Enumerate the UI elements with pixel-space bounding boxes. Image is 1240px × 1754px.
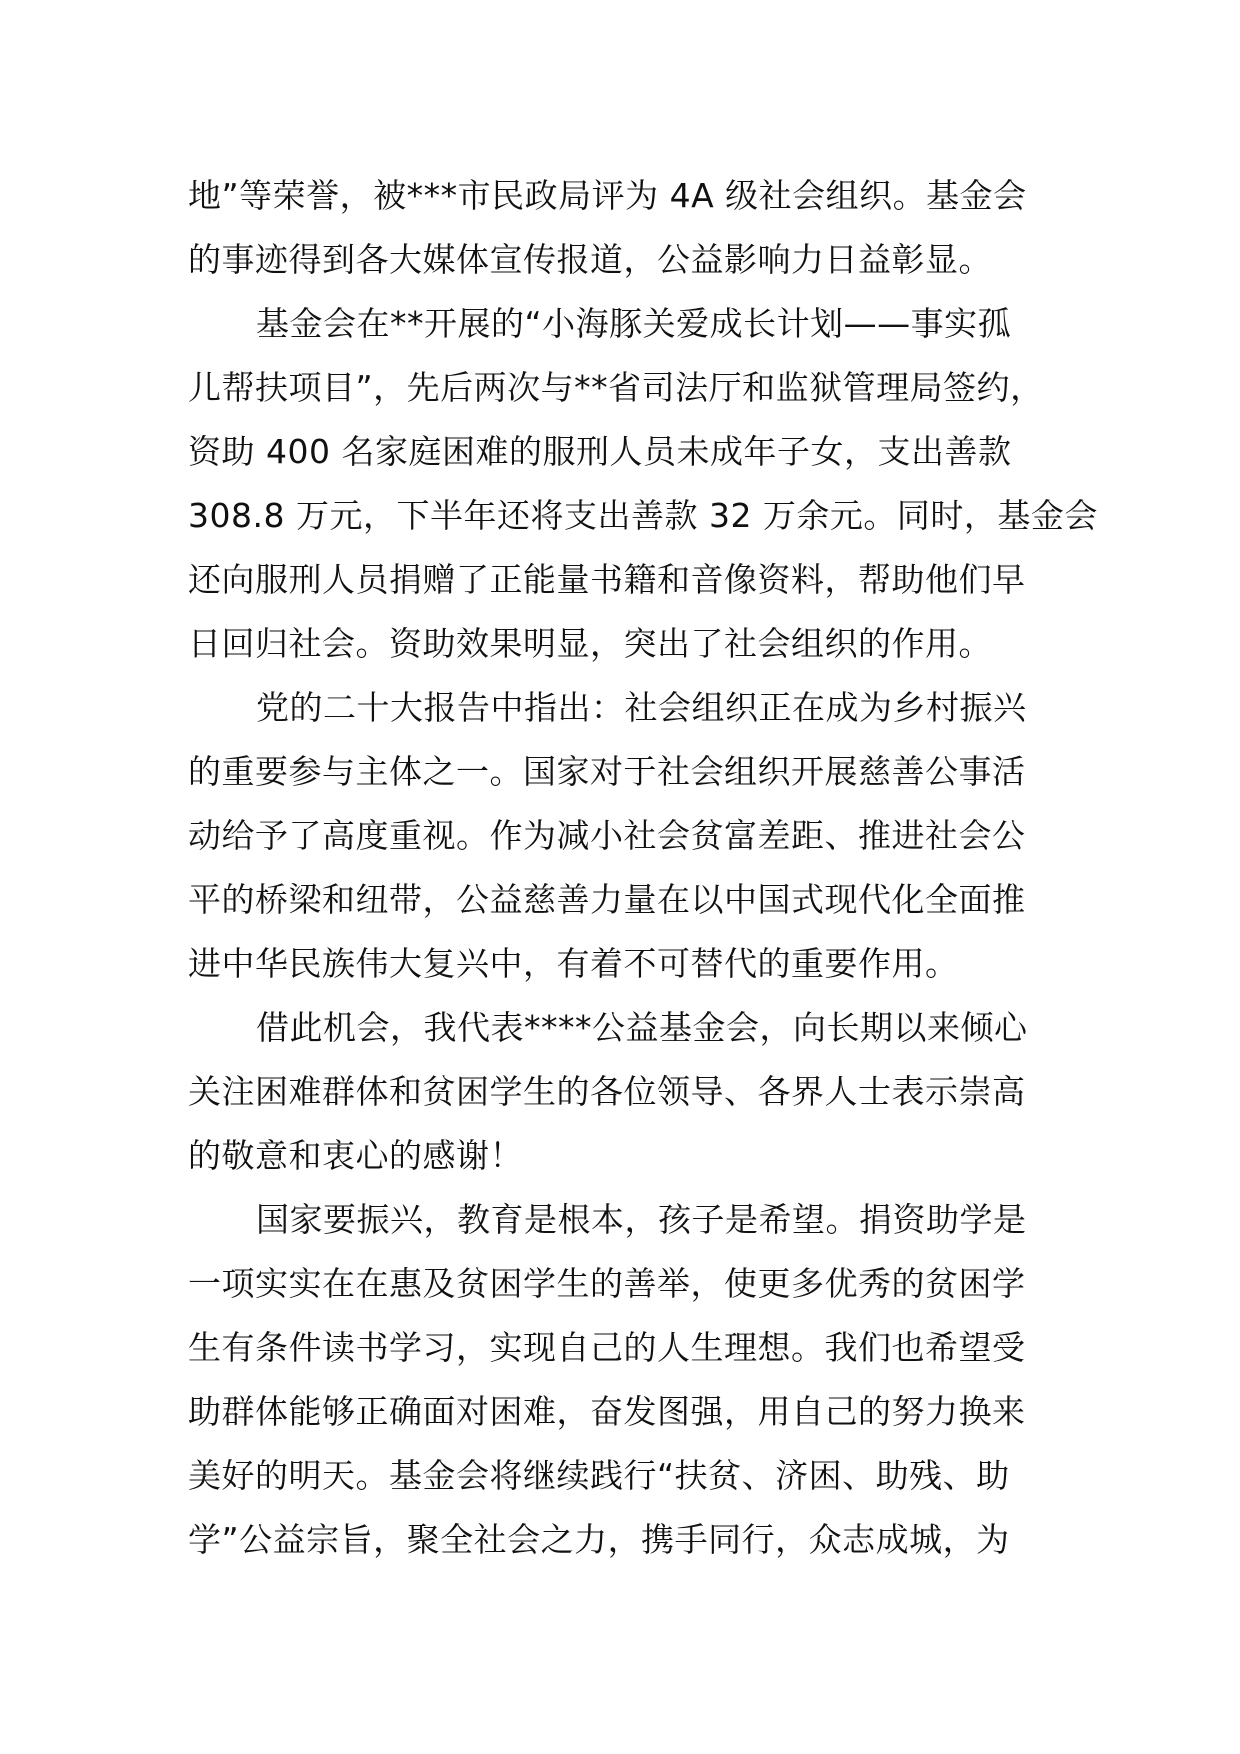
text-line: 日回归社会。资助效果明显，突出了社会组织的作用。: [188, 624, 992, 663]
text-line: 地”等荣誉，被***市民政局评为 4A 级社会组织。基金会: [188, 176, 1027, 215]
text-line: 一项实实在在惠及贫困学生的善举，使更多优秀的贫困学: [188, 1264, 1026, 1303]
paragraph-2: [188, 292, 1098, 676]
paragraph-5: [188, 1188, 1068, 1572]
text-line: 还向服刑人员捐赠了正能量书籍和音像资料，帮助他们早: [188, 560, 1026, 599]
text-line: 借此机会，我代表****公益基金会，向长期以来倾心: [256, 1008, 1028, 1047]
text-line: 资助 400 名家庭困难的服刑人员未成年子女，支出善款: [188, 432, 1012, 471]
text-line: 的敬意和衷心的感谢！: [188, 1136, 523, 1175]
text-line: 国家要振兴，教育是根本，孩子是希望。捐资助学是: [256, 1200, 1027, 1239]
text-line: 308.8 万元，下半年还将支出善款 32 万余元。同时，基金会: [188, 496, 1098, 535]
text-line: 生有条件读书学习，实现自己的人生理想。我们也希望受: [188, 1328, 1026, 1367]
text-line: 党的二十大报告中指出：社会组织正在成为乡村振兴: [256, 688, 1027, 727]
text-line: 儿帮扶项目”，先后两次与**省司法厅和监狱管理局签约，: [188, 368, 1044, 407]
text-line: 关注困难群体和贫困学生的各位领导、各界人士表示崇高: [188, 1072, 1026, 1111]
text-line: 的重要参与主体之一。国家对于社会组织开展慈善公事活: [188, 752, 1026, 791]
paragraph-1: [188, 164, 1068, 292]
document-page: [188, 164, 1098, 1572]
text-line: 动给予了高度重视。作为减小社会贫富差距、推进社会公: [188, 816, 1026, 855]
text-line: 平的桥梁和纽带，公益慈善力量在以中国式现代化全面推: [188, 880, 1026, 919]
text-line: 基金会在**开展的“小海豚关爱成长计划——事实孤: [256, 304, 1012, 343]
text-line: 进中华民族伟大复兴中，有着不可替代的重要作用。: [188, 944, 959, 983]
text-line: 美好的明天。基金会将继续践行“扶贫、济困、助残、助: [188, 1456, 1010, 1495]
paragraph-3: [188, 676, 1068, 996]
text-line: 助群体能够正确面对困难，奋发图强，用自己的努力换来: [188, 1392, 1026, 1431]
text-line: 学”公益宗旨，聚全社会之力，携手同行，众志成城，为: [188, 1520, 1010, 1559]
text-line: 的事迹得到各大媒体宣传报道，公益影响力日益彰显。: [188, 240, 992, 279]
paragraph-4: [188, 996, 1068, 1188]
